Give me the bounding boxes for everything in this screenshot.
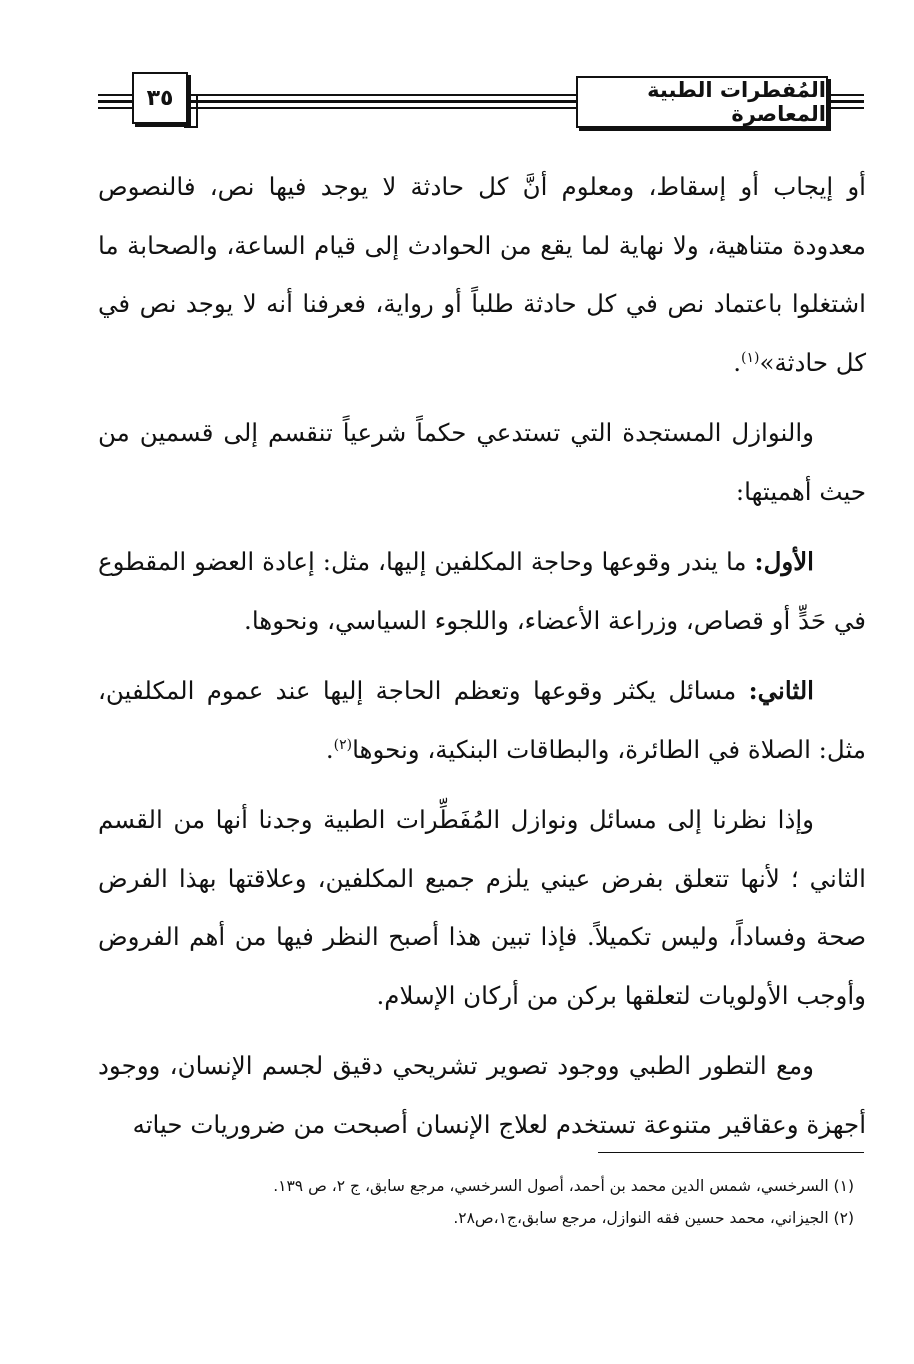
paragraph [98, 533, 866, 650]
footnote-separator [598, 1152, 864, 1153]
book-title: المُفطرات الطبية المعاصرة [576, 76, 828, 128]
punctuation: . [733, 347, 742, 377]
paragraph [98, 662, 866, 779]
paragraph: ومع التطور الطبي ووجود تصوير تشريحي دقيق لجسم الإنسان، ووجود أجهزة وعقاقير متنوعة تستخدم لعلاج الإنسان أصبحت من ضروريات حياته [98, 1051, 866, 1139]
footnote-ref: (٢) [333, 736, 353, 753]
punctuation: . [325, 734, 334, 764]
section-label: الثاني: [748, 676, 814, 705]
page-number: ٣٥ [132, 72, 188, 124]
paragraph [98, 158, 866, 392]
footnote: (٢) الجيزاني، محمد حسين فقه النوازل، مرجع سابق،ج١،ص٢٨. [453, 1209, 854, 1227]
footnotes [98, 1170, 854, 1234]
page-header [98, 66, 864, 136]
paragraph: والنوازل المستجدة التي تستدعي حكماً شرعياً تنقسم إلى قسمين من حيث أهميتها: [98, 418, 866, 506]
footnote-ref: (١) [741, 349, 760, 366]
section-label: الأول: [754, 547, 814, 576]
paragraph-text: مسائل يكثر وقوعها وتعظم الحاجة إليها عند عموم المكلفين، مثل: الصلاة في الطائرة، والبطاقات البنكية، ونحوها [98, 676, 866, 764]
paragraph: وإذا نظرنا إلى مسائل ونوازل المُفَطِّرات الطبية وجدنا أنها من القسم الثاني ؛ لأنها تتعلق بفرض عيني يلزم جميع المكلفين، وعلاقتها بهذا الفرض صحة وفساداً، وليس تكميلاً. فإذا تبين هذا أصبح النظر فيها من أهم الفروض وأوجب الأولويات لتعلقها بركن من أركان الإسلام. [98, 805, 866, 1010]
paragraph-text: أو إيجاب أو إسقاط، ومعلوم أنَّ كل حادثة لا يوجد فيها نص، فالنصوص معدودة متناهية، ولا نهاية لما يقع من الحوادث إلى قيام الساعة، والصحابة ما اشتغلوا باعتماد نص في كل حادثة طلباً أو رواية، فعرفنا أنه لا يوجد نص في كل حادثة» [98, 172, 866, 377]
footnote: (١) السرخسي، شمس الدين محمد بن أحمد، أصول السرخسي، مرجع سابق، ج ٢، ص ١٣٩. [273, 1177, 854, 1195]
paragraph-text: ما يندر وقوعها وحاجة المكلفين إليها، مثل: إعادة العضو المقطوع في حَدٍّ أو قصاص، وزراعة الأعضاء، واللجوء السياسي، ونحوها. [98, 547, 866, 635]
main-text [98, 158, 866, 1166]
